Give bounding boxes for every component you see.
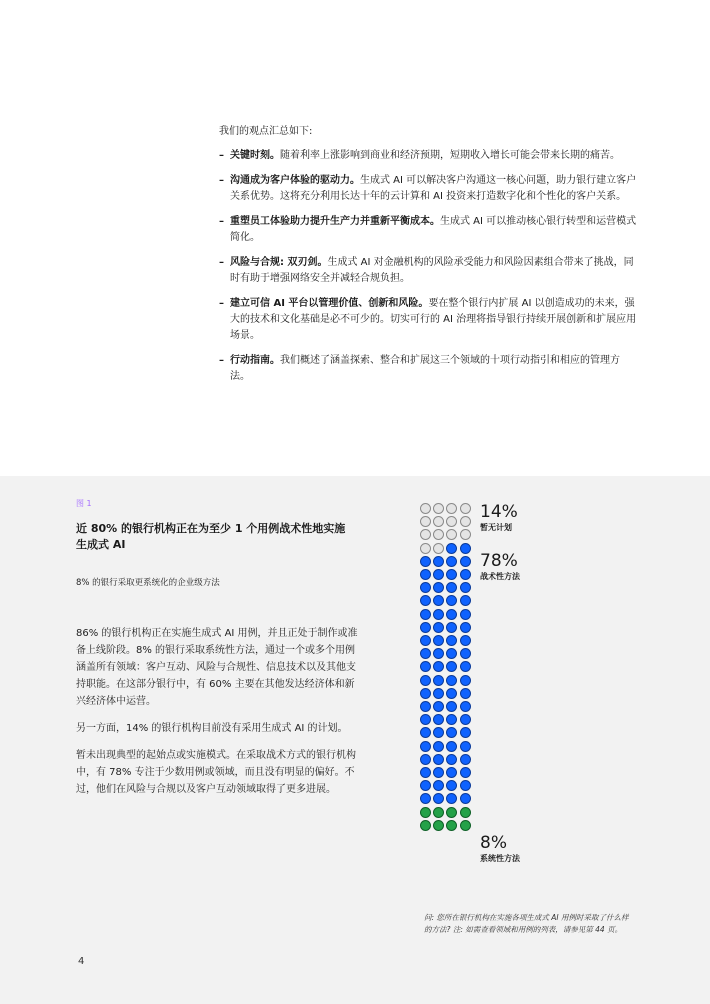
figure-paragraph: 暂未出现典型的起始点或实施模式。在采取战术方式的银行机构中，有 78% 专注于少数用例或领域，而且没有明显的偏好。不过，他们在风险与合规以及客户互动领域取得了更多进展。 <box>76 750 356 795</box>
waffle-dot-none <box>460 503 471 514</box>
waffle-dot-none <box>433 543 444 554</box>
waffle-dot-tactical <box>420 701 431 712</box>
figure-label: 图 1 <box>76 499 92 508</box>
waffle-dot-tactical <box>420 754 431 765</box>
waffle-dot-systematic <box>420 807 431 818</box>
waffle-dot-tactical <box>460 595 471 606</box>
waffle-dot-tactical <box>460 767 471 778</box>
waffle-dot-tactical <box>446 609 457 620</box>
waffle-dot-tactical <box>420 675 431 686</box>
waffle-dot-tactical <box>460 741 471 752</box>
waffle-dot-tactical <box>420 556 431 567</box>
waffle-dot-tactical <box>460 780 471 791</box>
waffle-dot-tactical <box>420 609 431 620</box>
waffle-dot-tactical <box>460 556 471 567</box>
waffle-dot-tactical <box>460 569 471 580</box>
waffle-dot-none <box>420 503 431 514</box>
series-tactical-label: 战术性方法 <box>480 572 520 581</box>
summary-item: – 行动指南。我们概述了涵盖探索、整合和扩展这三个领域的十项行动指引和相应的管理方法。 <box>219 355 620 382</box>
waffle-dot-systematic <box>433 807 444 818</box>
summary-item-bold: 重塑员工体验助力提升生产力并重新平衡成本。 <box>230 216 440 227</box>
waffle-dot-tactical <box>433 556 444 567</box>
series-tactical-percent: 78% <box>480 551 518 571</box>
summary-item-text: 生成式 AI 对金融机构的风险承受能力和风险因素组合带来了挑战，同时有助于增强网络安全并减轻合规负担。 <box>230 257 634 284</box>
summary-item-text: 要在整个银行内扩展 AI 以创造成功的未来，强大的技术和文化基础是必不可少的。切实可行的 AI 治理将指导银行持续开展创新和扩展应用场景。 <box>230 298 637 341</box>
summary-item: – 风险与合规: 双刃剑。生成式 AI 对金融机构的风险承受能力和风险因素组合带来了挑战，同时有助于增强网络安全并减轻合规负担。 <box>219 257 634 284</box>
waffle-dot-tactical <box>420 569 431 580</box>
waffle-dot-tactical <box>460 754 471 765</box>
waffle-dot-none <box>460 516 471 527</box>
waffle-dot-tactical <box>420 635 431 646</box>
figure-paragraph: 另一方面，14% 的银行机构目前没有采用生成式 AI 的计划。 <box>76 723 348 734</box>
summary-item-bold: 关键时刻。 <box>230 150 280 161</box>
waffle-dot-tactical <box>460 701 471 712</box>
waffle-dot-tactical <box>420 767 431 778</box>
waffle-dot-tactical <box>460 661 471 672</box>
series-systematic-label: 系统性方法 <box>480 854 520 863</box>
waffle-dot-tactical <box>460 543 471 554</box>
waffle-dot-tactical <box>433 754 444 765</box>
waffle-dot-systematic <box>460 807 471 818</box>
summary-item-bold: 建立可信 AI 平台以管理价值、创新和风险。 <box>230 298 429 309</box>
summary-section <box>219 124 639 394</box>
waffle-dot-tactical <box>460 609 471 620</box>
waffle-dot-tactical <box>446 543 457 554</box>
waffle-dot-tactical <box>420 688 431 699</box>
waffle-dot-tactical <box>420 741 431 752</box>
page-number: 4 <box>78 956 85 967</box>
waffle-dot-tactical <box>460 793 471 804</box>
figure-paragraph: 86% 的银行机构正在实施生成式 AI 用例，并且正处于制作或准备上线阶段。8% 的银行采取系统性方法，通过一个或多个用例涵盖所有领域：客户互动、风险与合规性、信息技术以及其他支持职能。在这部分银行中，有 60% 主要在其他发达经济体和新兴经济体中运营。 <box>76 628 358 707</box>
waffle-dot-tactical <box>433 741 444 752</box>
figure-note: 问: 您所在银行机构在实施各项生成式 AI 用例时采取了什么样的方法? 注: 如需查看领域和用例的列表，请参见第 44 页。 <box>424 913 629 934</box>
waffle-dot-none <box>460 529 471 540</box>
waffle-dot-tactical <box>460 714 471 725</box>
series-none-percent: 14% <box>480 502 518 522</box>
series-systematic-percent: 8% <box>480 833 507 853</box>
summary-item-text: 我们概述了涵盖探索、整合和扩展这三个领域的十项行动指引和相应的管理方法。 <box>230 355 620 382</box>
waffle-dot-tactical <box>433 609 444 620</box>
figure-body <box>76 625 358 808</box>
figure-title: 近 80% 的银行机构正在为至少 1 个用例战术性地实施生成式 AI <box>76 522 346 551</box>
waffle-dot-tactical <box>460 635 471 646</box>
figure-subtitle: 8% 的银行采取更系统化的企业级方法 <box>76 578 220 588</box>
summary-item-bold: 行动指南。 <box>230 355 280 366</box>
waffle-dot-tactical <box>446 675 457 686</box>
summary-item: – 建立可信 AI 平台以管理价值、创新和风险。要在整个银行内扩展 AI 以创造成功的未来，强大的技术和文化基础是必不可少的。切实可行的 AI 治理将指导银行持续开展创新和扩展应用场景。 <box>219 298 637 341</box>
summary-item: – 重塑员工体验助力提升生产力并重新平衡成本。生成式 AI 可以推动核心银行转型和运营模式简化。 <box>219 216 637 243</box>
summary-item-text: 随着利率上涨影响到商业和经济预期，短期收入增长可能会带来长期的痛苦。 <box>280 150 620 161</box>
waffle-dot-systematic <box>420 820 431 831</box>
waffle-dot-tactical <box>433 622 444 633</box>
waffle-dot-tactical <box>460 675 471 686</box>
waffle-dot-tactical <box>460 622 471 633</box>
waffle-dot-tactical <box>446 741 457 752</box>
waffle-dot-tactical <box>433 675 444 686</box>
waffle-dot-tactical <box>460 582 471 593</box>
waffle-dot-tactical <box>460 727 471 738</box>
series-none-label: 暂无计划 <box>480 523 512 532</box>
summary-item-bold: 沟通成为客户体验的驱动力。 <box>230 175 360 186</box>
waffle-dot-tactical <box>420 622 431 633</box>
summary-intro: 我们的观点汇总如下: <box>219 126 313 137</box>
waffle-dot-systematic <box>460 820 471 831</box>
waffle-dot-tactical <box>460 648 471 659</box>
summary-item: – 关键时刻。随着利率上涨影响到商业和经济预期，短期收入增长可能会带来长期的痛苦。 <box>219 150 620 161</box>
summary-list <box>219 148 639 385</box>
waffle-dot-tactical <box>460 688 471 699</box>
waffle-dot-tactical <box>433 688 444 699</box>
summary-item-text: 生成式 AI 可以解决客户沟通这一核心问题，助力银行建立客户关系优势。这将充分利用长达十年的云计算和 AI 投资来打造数字化和个性化的客户关系。 <box>230 175 637 202</box>
summary-item: – 沟通成为客户体验的驱动力。生成式 AI 可以解决客户沟通这一核心问题，助力银行建立客户关系优势。这将充分利用长达十年的云计算和 AI 投资来打造数字化和个性化的客户关系。 <box>219 175 637 202</box>
summary-item-bold: 风险与合规: 双刃剑。 <box>230 257 328 268</box>
summary-item-text: 生成式 AI 可以推动核心银行转型和运营模式简化。 <box>230 216 637 243</box>
waffle-dot-systematic <box>446 807 457 818</box>
waffle-dot-systematic <box>433 820 444 831</box>
waffle-dot-none <box>420 543 431 554</box>
